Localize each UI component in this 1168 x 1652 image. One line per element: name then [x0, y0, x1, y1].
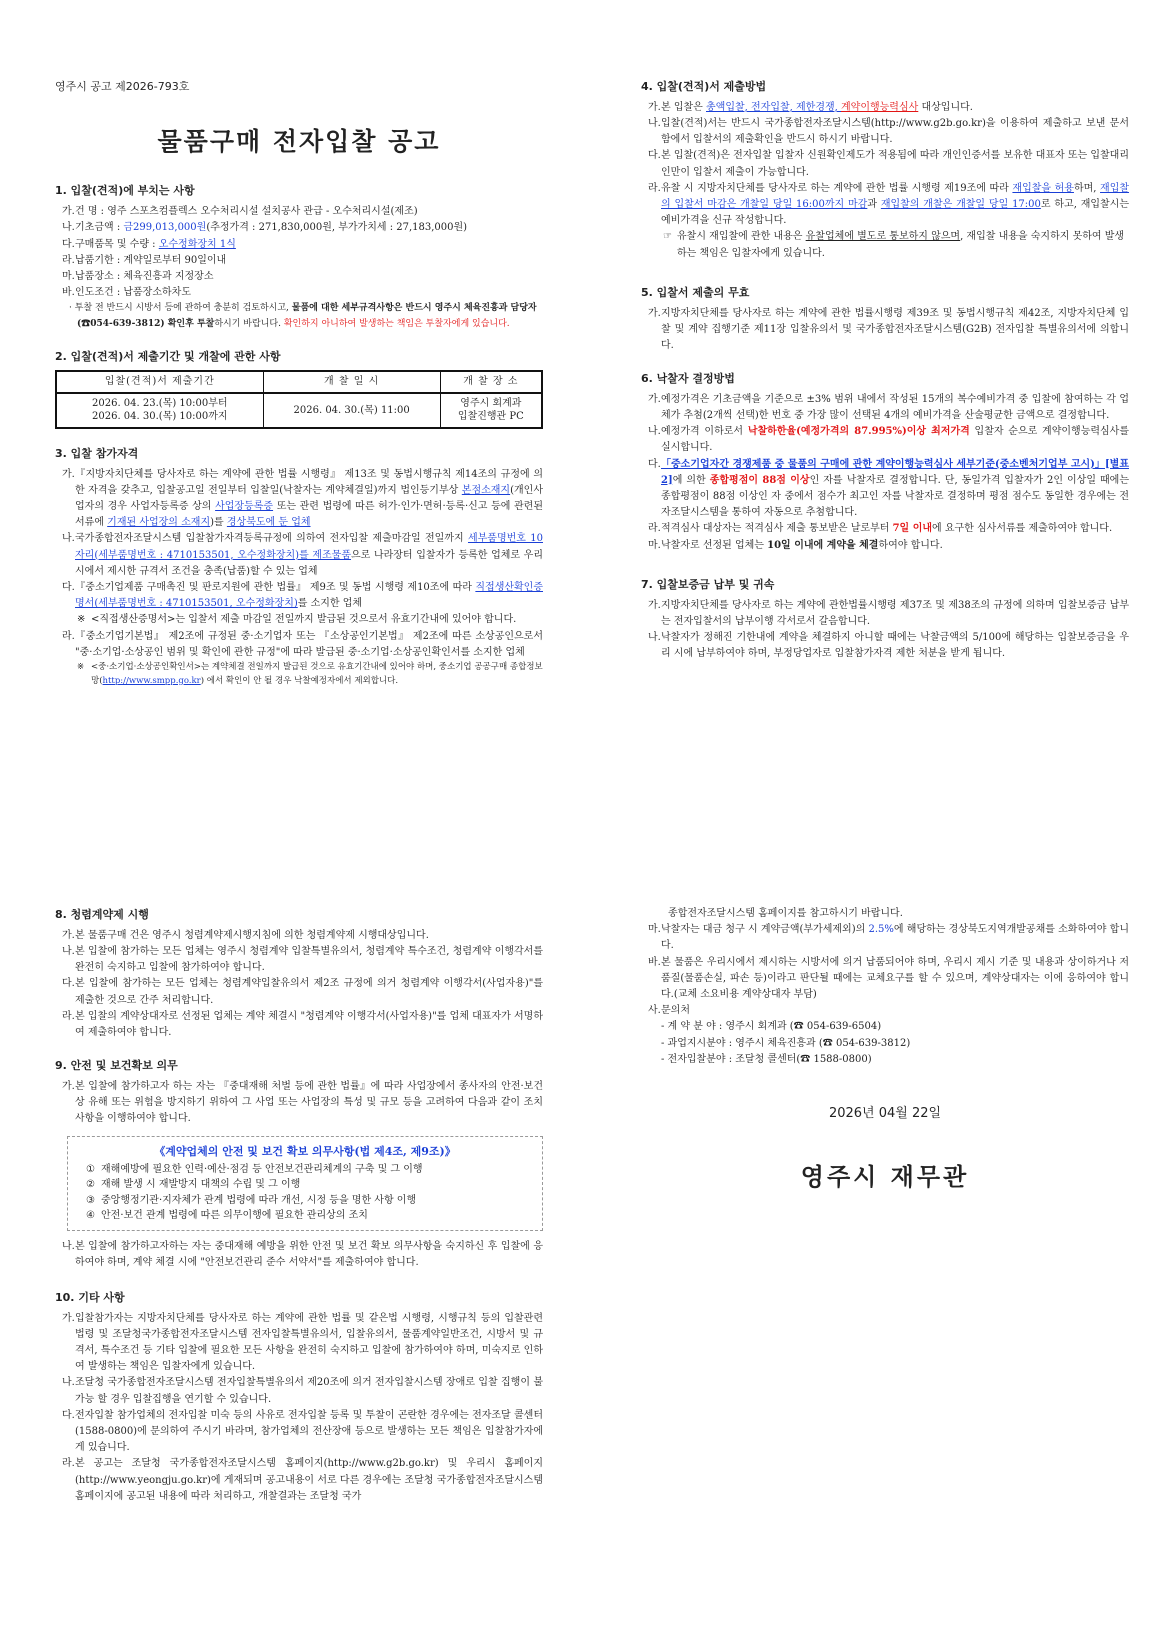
- s8-item-da: 다. 본 입찰에 참가하는 모든 업체는 청렴계약입찰유의서 제2조 규정에 의거 청렴계약 이행각서(사업자용)"를 제출한 것으로 간주 처리합니다.: [62, 978, 543, 1006]
- s3-item-ra: 라. 『중소기업기본법』 제2조에 규정된 중·소기업자 또는 『소상공인기본법』 제2조에 따른 소상공인으로서 "중·소기업·소상공인 범위 및 확인에 관한 규정"에 따라 발급된 중·소기업·소상공인확인서를 소지한 업체: [62, 630, 543, 658]
- th-submission-period: 입찰(견적)서 제출기간: [56, 371, 263, 393]
- s1-item-na: 나. 기초금액 : 금299,013,000원(추정가격 : 271,830,000원, 부가가치세 : 27,183,000원): [62, 222, 468, 234]
- s6-item-na: 나. 예정가격 이하로서 낙찰하한율(예정가격의 87.995%)이상 최저가격 입찰자 순으로 계약이행능력심사를 실시합니다.: [648, 426, 1129, 454]
- section-2-heading: 2. 입찰(견적)서 제출기간 및 개찰에 관한 사항: [55, 349, 281, 363]
- s3-note-1: ※ <직접생산증명서>는 입찰서 제출 마감일 전일까지 발급된 것으로서 유효기간내에 있어야 합니다.: [77, 614, 517, 626]
- s10-item-na: 나. 조달청 국가종합전자조달시스템 전자입찰특별유의서 제20조에 의거 전자입찰시스템 장애로 입찰 집행이 불가능 할 경우 입찰집행을 연기할 수 있습니다.: [62, 1377, 543, 1405]
- th-opening-place: 개 찰 장 소: [440, 371, 542, 393]
- notice-date: 2026년 04월 22일: [828, 1105, 942, 1121]
- section-7-heading: 7. 입찰보증금 납부 및 귀속: [641, 577, 775, 591]
- s1-item-ra: 라. 납품기한 : 계약일로부터 90일이내: [62, 254, 227, 266]
- s3-note-2: ※ <중·소기업·소상공인확인서>는 계약체결 전일까지 발급된 것으로 유효기간내에 있어야 하며, 중소기업 공공구매 종합정보망(http://www.smpp.go.kr) 에서 확인이 안 될 경우 낙찰예정자에서 제외합니다.: [77, 661, 543, 686]
- box-title: 《계약업체의 안전 및 보건 확보 의무사항(법 제4조, 제9조)》: [154, 1144, 456, 1158]
- column-bottom-left: [55, 906, 543, 1505]
- column-bottom-right: [641, 906, 1129, 1197]
- box-item: ① 재해예방에 필요한 인력·예산·점검 등 안전보건관리체계의 구축 및 그 이행: [86, 1163, 423, 1175]
- s10-item-da: 다. 전자입찰 참가업체의 전자입찰 미숙 등의 사유로 전자입찰 등록 및 투찰이 곤란한 경우에는 전자조달 콜센터(1588-0800)에 문의하여 주시기 바라며, 참가업체의 전산장애 등으로 발생하는 모든 책임은 입찰참가자에게 있습니다.: [62, 1409, 543, 1454]
- section-10-heading: 10. 기타 사항: [55, 1290, 125, 1304]
- s3-item-da: 다. 『중소기업제품 구매촉진 및 판로지원에 관한 법률』 제9조 및 동법 시행령 제10조에 따라 직접생산확인증명서(세부품명번호 : 4710153501, 오수정화장치)를 소지한 업체: [62, 581, 543, 610]
- opening-place: 영주시 회계과 입찰진행관 PC: [440, 393, 542, 428]
- s7-item-ga: 가. 지방자치단체를 당사자로 하는 계약에 관한법률시행령 제37조 및 제38조의 규정에 의하며 입찰보증금 납부는 전자입찰서의 납부이행 각서로서 갈음합니다.: [648, 599, 1129, 627]
- s4-item-na: 나. 입찰(견적)서는 반드시 국가종합전자조달시스템(http://www.g2b.go.kr)을 이용하여 제출하고 보낸 문서함에서 입찰서의 제출확인을 반드시 하시기 바랍니다.: [648, 118, 1129, 146]
- s8-item-ga: 가. 본 물품구매 건은 영주시 청렴계약제시행지침에 의한 청렴계약제 시행대상입니다.: [62, 929, 429, 941]
- s5-item-ga: 가. 지방자치단체를 당사자로 하는 계약에 관한 법률시행령 제39조 및 동법시행규칙 제42조, 지방자치단체 입찰 및 계약 집행기준 제11장 입찰유의서 및 국가종합전자조달시스템(G2B) 전자입찰 특별유의서에 의합니다.: [648, 307, 1129, 351]
- s4-item-ga: 가. 본 입찰은 총액입찰, 전자입찰, 제한경쟁, 계약이행능력심사 대상입니다.: [648, 101, 973, 113]
- s6-item-ra: 라. 적격심사 대상자는 적격심사 제출 통보받은 날로부터 7일 이내에 요구한 심사서류를 제출하여야 합니다.: [648, 523, 1113, 535]
- s8-item-na: 나. 본 입찰에 참가하는 모든 업체는 영주시 청렴계약 입찰특별유의서, 청렴계약 특수조건, 청렴계약 이행각서를 완전히 숙지하고 입찰에 참가하여야 합니다.: [62, 946, 543, 974]
- s9-item-ga: 가. 본 입찰에 참가하고자 하는 자는 『중대재해 처벌 등에 관한 법률』에 따라 사업장에서 종사자의 안전·보건상 유해 또는 위험을 방지하기 위하여 그 사업 또는 사업장의 특성 및 규모 등을 고려하여 다음과 같이 조치사항을 이행하여야 합니다.: [62, 1080, 543, 1125]
- s6-item-da: 다. 「중소기업자간 경쟁제품 중 물품의 구매에 관한 계약이행능력심사 세부기준(중소벤처기업부 고시)」[별표 2]에 의한 종합평점이 88점 이상인 자를 낙찰자로 결정합니다. 단, 동일가격 입찰자가 2인 이상일 때에는 종합평점이 88점 이상인 자 중에서 점수가 최고인 자를 낙찰자로 결정하며 평점 점수도 동일한 경우에는 전자조달시스템을 통하여 자동으로 추첨합니다.: [648, 458, 1129, 519]
- s1-item-da: 다. 구매품목 및 수량 : 오수정화장치 1식: [62, 238, 236, 250]
- s1-item-ga: 가. 건 명 : 영주 스포츠컴플렉스 오수처리시설 설치공사 관급 - 오수처리시설(제조): [62, 206, 418, 218]
- s10-item-ba: 바. 본 물품은 우리시에서 제시하는 시방서에 의거 납품되어야 하며, 우리시 제시 기준 및 내용과 상이하거나 저 품질(물품손실, 파손 등)이라고 판단될 때에는 교체요구를 할 수 있으며, 계약상대자는 이에 응하여야 합니다.(교체 소요비용 계약상대자 부담): [648, 956, 1129, 1000]
- s3-item-ga: 가. 『지방자치단체를 당사자로 하는 계약에 관한 법률 시행령』 제13조 및 동법시행규칙 제14조의 규정에 의한 자격을 갖추고, 입찰공고일 전일부터 입찰일(낙찰자는 계약체결일)까지 법인등기부상 본점소재지(개인사업자의 경우 사업자등록증 상의 사업장등록증 또는 관련 법령에 따른 허가·인가·면허·등록·신고 등에 관련된 서류에 기재된 사업장의 소재지)를 경상북도에 둔 업체: [62, 468, 544, 529]
- s6-item-ma: 마. 낙찰자로 선정된 업체는 10일 이내에 계약을 체결하여야 합니다.: [648, 539, 943, 551]
- s10-item-ra-continued: 종합전자조달시스템 홈페이지를 참고하시기 바랍니다.: [668, 908, 903, 919]
- s1-item-ba: 바. 인도조건 : 납품장소하차도: [62, 287, 191, 299]
- s1-item-ma: 마. 납품장소 : 체육진흥과 지정장소: [62, 270, 214, 282]
- base-amount: 금299,013,000원: [123, 222, 207, 234]
- s6-item-ga: 가. 예정가격은 기초금액을 기준으로 ±3% 범위 내에서 작성된 15개의 복수예비가격 중 입찰에 참여하는 각 업체가 추첨(2개씩 선택)한 번호 중 가장 많이 선택된 4개의 예비가격을 산술평균한 금액으로 결정합니다.: [648, 393, 1129, 422]
- contact-sports: - 과업지시분야 : 영주시 체육진흥과 (☎ 054-639-3812): [661, 1037, 911, 1049]
- section-5-heading: 5. 입찰서 제출의 무효: [641, 285, 750, 299]
- section-1-heading: 1. 입찰(견적)에 부치는 사항: [55, 184, 195, 198]
- section-4-heading: 4. 입찰(견적)서 제출방법: [641, 80, 767, 93]
- issuer-signature: 영주시 재무관: [800, 1162, 970, 1191]
- submission-period: 2026. 04. 23.(목) 10:00부터 2026. 04. 30.(목) 10:00까지: [56, 393, 263, 428]
- s10-item-ma: 마. 낙찰자는 대금 청구 시 계약금액(부가세제외)의 2.5%에 해당하는 경상북도지역개발공채를 소화하여야 합니다.: [648, 924, 1129, 952]
- s4-item-da: 다. 본 입찰(견적)은 전자입찰 입찰자 신원확인제도가 적용됨에 따라 개인인증서를 보유한 대표자 또는 입찰대리인만이 입찰서 제출이 가능합니다.: [648, 150, 1129, 178]
- s7-item-na: 나. 낙찰자가 정해진 기한내에 계약을 체결하지 아니할 때에는 낙찰금액의 5/100에 해당하는 입찰보증금을 우리 시에 납부하여야 하며, 부정당업자로 입찰참가자격 제한 처분을 받게 됩니다.: [648, 631, 1129, 660]
- column-top-left: [55, 78, 543, 688]
- s3-item-na: 나. 국가종합전자조달시스템 입찰참가자격등록규정에 의하여 전자입찰 제출마감일 전일까지 세부품명번호 10자리(세부품명번호 : 4710153501, 오수정화장치)를 제조물품으로 나라장터 입찰자가 등록한 업체로 우리시에서 제시한 규격서 조건을 충족(납품)할 수 있는 업체: [62, 533, 543, 577]
- column-top-right: [641, 78, 1129, 662]
- th-opening-time: 개 찰 일 시: [263, 371, 440, 393]
- contact-accounting: - 계 약 분 야 : 영주시 회계과 (☎ 054-639-6504): [661, 1021, 882, 1033]
- s4-item-ra: 라. 유찰 시 지방자치단체를 당사자로 하는 계약에 관한 법률 시행령 제19조에 따라 재입찰을 허용하며, 재입찰의 입찰서 마감은 개찰일 당일 16:00까지 마감과 재입찰의 개찰은 개찰일 당일 17:00로 하고, 재입찰시는 예비가격을 신규 작성합니다.: [648, 182, 1130, 227]
- s8-item-ra: 라. 본 입찰의 계약상대자로 선정된 업체는 계약 체결시 "청렴계약 이행각서(사업자용)"를 업체 대표자가 서명하여 제출하여야 합니다.: [62, 1010, 543, 1038]
- box-item: ④ 안전·보건 관계 법령에 따른 의무이행에 필요한 관리상의 조치: [86, 1210, 368, 1222]
- purchase-item: 오수정화장치 1식: [158, 238, 236, 250]
- schedule-table: [55, 370, 543, 429]
- section-6-heading: 6. 낙찰자 결정방법: [641, 372, 735, 386]
- section-3-heading: 3. 입찰 참가자격: [55, 446, 139, 460]
- box-item: ② 재해 발생 시 재발방지 대책의 수립 및 그 이행: [86, 1179, 301, 1191]
- section-8-heading: 8. 청렴계약제 시행: [55, 908, 149, 921]
- s4-note: ☞ 유찰시 재입찰에 관한 내용은 유찰업체에 별도로 통보하지 않으며, 재입찰 내용을 숙지하지 못하여 발생하는 책임은 입찰자에게 있습니다.: [663, 231, 1125, 259]
- notice-number: 영주시 공고 제2026-793호: [55, 80, 190, 93]
- contact-callcenter: - 전자입찰분야 : 조달청 콜센터(☎ 1588-0800): [661, 1054, 872, 1066]
- s1-note: · 투찰 전 반드시 시방서 등에 관하여 충분히 검토하시고, 물품에 대한 세부규격사항은 반드시 영주시 체육진흥과 담당자(☎054-639-3812) 확인후 투찰하시기 바랍니다. 확인하지 아니하여 발생하는 책임은 투찰자에게 있습니다.: [69, 303, 537, 329]
- box-item: ③ 중앙행정기관·지자체가 관계 법령에 따라 개선, 시정 등을 명한 사항 이행: [86, 1194, 417, 1206]
- s9-item-na: 나. 본 입찰에 참가하고자하는 자는 중대재해 예방을 위한 안전 및 보건 확보 의무사항을 숙지하신 후 입찰에 응하여야 하며, 계약 체결 시에 "안전보건관리 준수 서약서"를 제출하여야 합니다.: [62, 1240, 543, 1268]
- smpp-link[interactable]: http://www.smpp.go.kr: [102, 675, 201, 686]
- s10-item-ga: 가. 입찰참가자는 지방자치단체를 당사자로 하는 계약에 관한 법률 및 같은법 시행령, 시행규칙 등의 입찰관련 법령 및 조달청국가종합전자조달시스템 전자입찰특별유의서, 입찰유의서, 물품계약일반조건, 시방서 및 규격서, 특수조건 등 기타 입찰에 필요한 모든 사항을 완전히 숙지하고 입찰에 참가하여야 하며, 미숙지로 인하여 발생하는 책임은 입찰자에게 있습니다.: [62, 1312, 543, 1373]
- s10-item-ra: 라. 본 공고는 조달청 국가종합전자조달시스템 홈페이지(http://www.g2b.go.kr) 및 우리시 홈페이지 (http://www.yeongju.go.kr)에 게재되며 공고내용이 서로 다른 경우에는 조달청 국가종합전자조달시스템 홈페이지에 공고된 내용에 따라 처리하고, 개찰결과는 조달청 국가: [62, 1458, 543, 1502]
- s10-item-sa: 사. 문의처: [648, 1005, 690, 1017]
- opening-time: 2026. 04. 30.(목) 11:00: [263, 393, 440, 428]
- safety-obligations-box: [67, 1136, 543, 1231]
- page-title: 물품구매 전자입찰 공고: [157, 126, 441, 156]
- section-9-heading: 9. 안전 및 보건확보 의무: [55, 1059, 178, 1073]
